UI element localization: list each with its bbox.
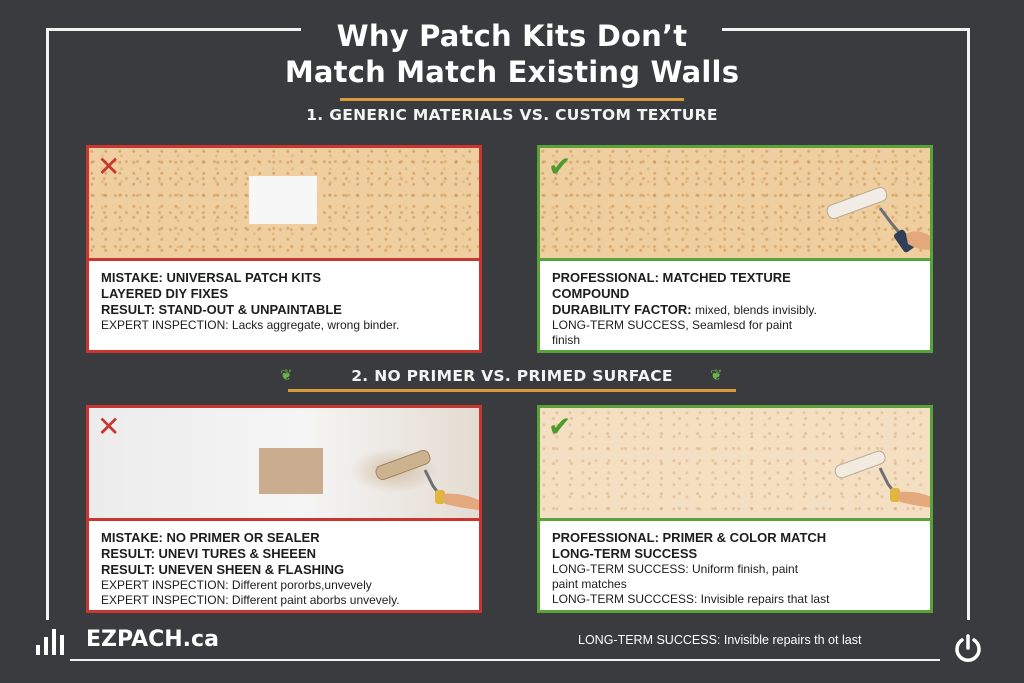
check-mark-icon: ✔ xyxy=(548,411,572,442)
card-line-bold: MISTAKE: UNIVERSAL PATCH KITS xyxy=(101,270,322,285)
card-divider xyxy=(540,518,930,521)
card-line-text: finish xyxy=(552,333,581,347)
card-line xyxy=(552,577,922,592)
section-2-heading: 2. NO PRIMER VS. PRIMED SURFACE xyxy=(351,367,673,385)
card-line xyxy=(101,302,471,318)
card-line xyxy=(552,318,922,333)
card-line-bold: RESULT: UNEVI TURES & SHEEEN xyxy=(101,546,317,561)
card-line-text: mixed, blends invisibly. xyxy=(691,303,817,317)
card-line-text: EXPERT INSPECTION: Different pororbs,unvevely xyxy=(101,578,372,592)
card-line xyxy=(101,270,471,286)
card-text xyxy=(552,530,922,607)
card-line-text: EXPERT INSPECTION: Lacks aggregate, wrong binder. xyxy=(101,318,400,332)
footer-note: LONG-TERM SUCCESS: Invisible repairs th ot last xyxy=(578,633,862,647)
power-icon xyxy=(952,632,984,664)
frame-bottom-line xyxy=(70,659,940,661)
card-line-bold: RESULT: STAND-OUT & UNPAINTABLE xyxy=(101,302,342,317)
card-text xyxy=(552,270,922,348)
title-line-1: Why Patch Kits Don’t xyxy=(336,19,688,53)
textured-wall-image xyxy=(89,148,479,258)
card-line xyxy=(552,592,922,607)
white-patch xyxy=(249,176,317,224)
card-line xyxy=(101,546,471,562)
card-line xyxy=(101,318,471,333)
patched-area xyxy=(259,448,323,494)
card-line-text: EXPERT INSPECTION: Different paint aborbs unvevely. xyxy=(101,593,400,607)
card-line-bold: LONG-TERM SUCCESS xyxy=(552,546,698,561)
card-no-primer xyxy=(86,405,482,613)
card-text xyxy=(101,530,471,608)
unprimed-wall-image xyxy=(89,408,479,518)
card-line-bold: RESULT: UNEVEN SHEEN & FLASHING xyxy=(101,562,345,577)
card-line-bold: LAYERED DIY FIXES xyxy=(101,286,229,301)
card-line xyxy=(101,593,471,608)
card-line xyxy=(552,302,922,318)
card-line xyxy=(552,286,922,302)
brand-bars-icon xyxy=(36,627,70,655)
x-mark-icon: ✕ xyxy=(97,151,121,182)
card-primed-surface xyxy=(537,405,933,613)
card-line xyxy=(101,286,471,302)
card-line xyxy=(552,333,922,348)
brand-logo-text: EZPACH.ca xyxy=(86,627,219,652)
title-underline xyxy=(340,98,684,101)
card-divider xyxy=(89,258,479,261)
card-text xyxy=(101,270,471,333)
card-line xyxy=(101,530,471,546)
card-custom-texture xyxy=(537,145,933,353)
card-line-bold: COMPOUND xyxy=(552,286,630,301)
paint-roller-icon xyxy=(371,446,479,516)
card-line-text: LONG-TERM SUCCESS, Seamlesd for paint xyxy=(552,318,793,332)
card-line xyxy=(552,562,922,577)
leaf-icon-right: ❦ xyxy=(710,367,723,384)
leaf-icon-left: ❦ xyxy=(280,367,293,384)
paint-roller-icon xyxy=(830,446,930,516)
section-2-underline xyxy=(288,389,736,392)
textured-wall-image xyxy=(540,148,930,258)
card-line xyxy=(552,270,922,286)
card-line-text: LONG-TERM SUCCCESS: Invisible repairs that last xyxy=(552,592,830,606)
card-line-bold: MISTAKE: NO PRIMER OR SEALER xyxy=(101,530,320,545)
x-mark-icon: ✕ xyxy=(97,411,121,442)
card-line-text: paint matches xyxy=(552,577,627,591)
card-divider xyxy=(540,258,930,261)
card-line-text: LONG-TERM SUCCESS: Uniform finish, paint xyxy=(552,562,799,576)
primed-wall-image xyxy=(540,408,930,518)
card-generic-materials xyxy=(86,145,482,353)
card-line xyxy=(552,530,922,546)
page-title xyxy=(0,18,1024,90)
section-1-heading: 1. GENERIC MATERIALS VS. CUSTOM TEXTURE xyxy=(306,106,718,124)
card-line-bold: PROFESSIONAL: MATCHED TEXTURE xyxy=(552,270,791,285)
card-line xyxy=(552,546,922,562)
paint-roller-icon xyxy=(822,184,930,254)
card-line xyxy=(101,578,471,593)
card-line-bold: PROFESSIONAL: PRIMER & COLOR MATCH xyxy=(552,530,827,545)
card-line-bold: DURABILITY FACTOR: xyxy=(552,302,692,317)
check-mark-icon: ✔ xyxy=(548,151,572,182)
card-divider xyxy=(89,518,479,521)
card-line xyxy=(101,562,471,578)
title-line-2: Match Match Existing Walls xyxy=(284,55,740,89)
